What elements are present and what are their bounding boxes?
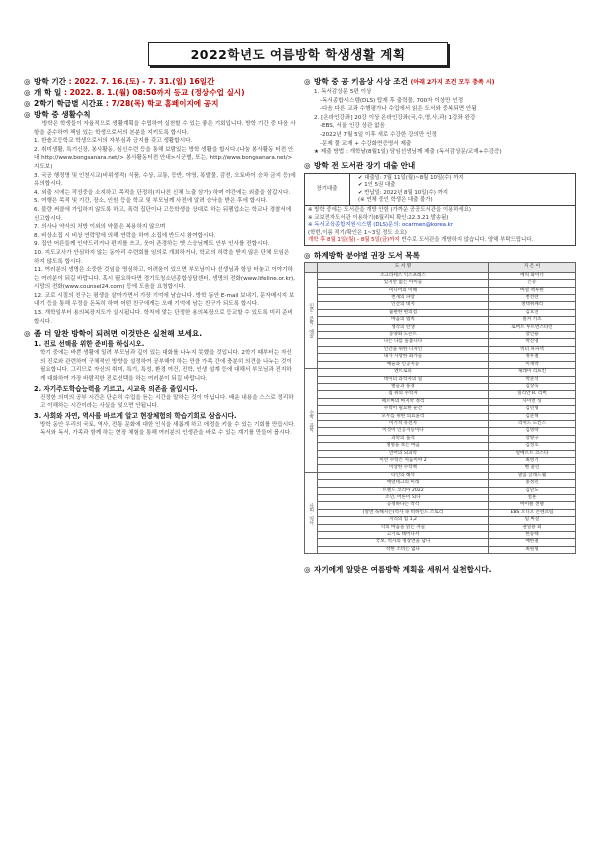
open-dates: 8월 1일(월) - 8월 5일(금)까지 [325,237,402,243]
book-row [305,302,576,309]
library-row: ✔ 1인 5권 대출 [358,182,396,189]
book-author: 벤 올린 [489,465,576,472]
book-category: 인문·문학·예술 [305,272,318,368]
condition-item: -다음 다른 교과 수행평가나 수업에서 읽은 도서와 중복되면 안됨 [320,106,477,113]
rules-list [24,137,296,326]
library-label: 장기대출 [305,173,350,206]
book-title: 국보, 역사의 명장면을 담다 [318,539,489,546]
book-title: 소크라테스 익스프레스 [318,272,489,279]
book-author: 김준혁 [489,413,576,420]
left-column [24,76,296,438]
book-row [305,524,576,531]
book-author: 김상욱 [489,383,576,390]
book-row [305,450,576,457]
book-row [305,428,576,435]
book-row [305,495,576,502]
rule-item: 2. 취미생활, 특기신장, 봉사활동, 심신수련 등을 통해 보람있는 방학 생활을 합시다.(나눔 봉사활동 터전 안내 http://www.bongsanara.net/> 봉사활동터전 안내>시군별, 또는, http://www.bongsanara.net/>지도보) [34,146,294,170]
book-author: 권일용 외 [489,524,576,531]
books-heading: ◎ 하계방학 분야별 권장 도서 목록 [304,251,420,261]
rule-item: 12. 코로 시절의 친구는 평생을 살아가면서 가장 기억에 남습니다. 방학 동안 E-mail 보내기, 문자메시지 보내기 등을 통해 우정을 돈독히 하며 어떤 친구에게는 오래 기억에 남는 친구가 되도록 합시다. [34,292,295,308]
book-row [305,413,576,420]
books-table [304,262,576,554]
book-title: 과학의 품격 [318,435,489,442]
book-title: 예술과 인공지능 [318,361,489,368]
book-author: 최원형 [489,546,576,553]
book-author: 은유 [489,280,576,287]
condition-item: -EBS, 서울 인강 상관 없음 [320,123,385,130]
book-category: 수학·과학 [305,369,318,473]
book-row [305,398,576,405]
rule-item: 3. 국공 행정명 및 인천시교(비위생적) 식품, 수상, 교통, 등반, 야영, 폭발물, 감전, 오토바이 승차 금지 등)에 유의합시다. [34,172,296,188]
book-row [305,509,576,516]
book-title: 집 위의 수학자 [318,391,489,398]
book-row [305,309,576,316]
book-title: 인간의 대지 [318,302,489,309]
book-row [305,502,576,509]
rule-item: 10. 지도교사가 안심하지 않는 동아리 수련회를 임의로 개최하거나, 학교의 허락을 받지 않은 단체 모임은 하지 않도록 합시다. [34,249,290,265]
book-row [305,280,576,287]
page-title: 2022학년도 여름방학 학생생활 계획 [148,42,448,66]
rules-intro: 방학은 학생들이 자율적으로 생활계획을 수립하여 실천할 수 있는 좋은 기회입니다. 방학 기간 중 다음 사항을 준수하여 책임 있는 학생으로서의 본분을 지키도록 합시다. [34,121,296,136]
book-row [305,443,576,450]
book-title: 악의 마음을 읽는 자들 [318,524,489,531]
rule-item: 7. 의사나 약사의 처방 이외의 약물은 복용하지 않으며 [34,224,166,231]
book-row [305,287,576,294]
book-row [305,480,576,487]
award-heading: ◎ 방학 중 공 키음상 시상 조건 (아래 2가지 조건 모두 충족 시) [304,77,495,86]
book-author: 배한철 [489,539,576,546]
book-row [305,435,576,442]
rule-item: 8. 비상소집 시 비상 연락망에 의해 연락을 하여 소집에 반드시 참여합시다. [34,232,216,239]
book-author: 김호연 [489,309,576,316]
book-author: 릴리안 R. 리버 [489,391,576,398]
book-author: 이재박 [489,361,576,368]
library-note: ※ 독서교육종합지원시스템 (DLS)문의: ocarmen@korea.kr [308,222,454,229]
tip-title: 1. 진로 선택을 위한 준비를 하십시오. [34,340,145,349]
book-title: 언어의 뇌과학 [318,450,489,457]
library-row: ✔ 반납일: 2022년 8월 10일(수) 까지 [358,189,448,196]
book-title: 모두를 위한 의료윤리 [318,413,489,420]
book-title: 지리의 힘 1,2 [318,517,489,524]
library-table [304,173,576,247]
open-pre: 개학 후 [308,237,326,243]
tip-body: 진정한 의미의 공부 시간은 단순히 수업을 듣는 시간을 말하는 것이 아닙니다. 배운 내용을 스스로 정리하고 이해하는 시간이라는 사실을 잊으면 안됩니다. [40,394,294,410]
rule-item: 1. 한솔고등학교 학생으로서의 자부심과 긍지를 갖고 생활합시다. [34,138,193,145]
book-title: 미디어의 이해 [318,287,489,294]
book-title: 에덴테크의 미래 [318,480,489,487]
book-title: 엔트로피 [318,369,489,376]
book-title: 이런 수학은 처음이야 2 [318,457,489,464]
book-author: 팀 마샬 [489,517,576,524]
book-title: 인간을 위한 디자인 [318,346,489,353]
book-title: 동양화 도슨트 [318,332,489,339]
library-heading: ◎ 방학 전 도서관 장기 대출 안내 [304,160,416,170]
book-author: 마이클 샌델 [489,502,576,509]
book-row [305,539,576,546]
book-row [305,406,576,413]
book-title: 불편한 편의점 [318,309,489,316]
book-title: 데이터 과학자의 일 [318,376,489,383]
book-author: 로버트 루트번스타인 [489,324,576,331]
book-category: 사회·역사 [305,472,318,553]
rule-item: 11. 여러분의 생명은 소중한 것임을 명심하고, 어려움이 있으면 부모님이나 선생님과 항상 터놓고 이야기하는 여러분이 되길 바랍니다. 혹시 필요하다면 경기도청소년종합상담센터, 생명의 전화(www.lifeline.or.kr), 시망의 전화(www.counsel24.com) 등에 도움을 요청합시다. [34,267,295,291]
book-author: 김명락 [489,428,576,435]
tip-body: 방학 동안 우리의 국토, 역사, 전통 문화에 대한 인식을 새롭게 하고 애정을 키울 수 있는 기회를 만듭시다. 독서와 독서, 가족과 함께 하는 현장 체험을 통해 여러분의 인생관을 바로 수 있는 계기를 만들어 봅시다. [40,421,296,437]
book-author: 말콤 글래드웰 [489,472,576,479]
library-row: ✔ 대출일: 7월 11일(월)~8월 10일(수) 까지 [358,174,464,181]
book-author: 한승태 [489,532,576,539]
rule-item: 5. 여행은 목적 및 기간, 장소, 인원 등을 학교 및 부모님께 사전에 알려 승낙을 받은 후에 합시다. [34,198,268,205]
tip-title: 3. 사회와 자연, 역사를 바르게 알고 현장체험의 학습기회로 삼읍시다. [34,411,237,420]
books-header-row [305,263,576,272]
book-title: 고기로 태어나서 [318,532,489,539]
book-author: 박준석 [489,376,576,383]
book-author: 홍정민 [489,480,576,487]
library-note: ※ 교보전자도서관 이용하기(6월리티 확인:22.3.21 발송됨) [308,214,449,221]
rule-item: 4. 외출 시에는 작성중을 소지하고 목적을 단정히(지나친 신체 노출 삼가) 하며 야간에는 외출을 삼갑시다. [34,189,291,196]
book-author: 에릭 와이너 [489,272,576,279]
book-row [305,517,576,524]
book-row [305,532,576,539]
tip-body: 학기 중에는 바쁜 생활에 밀려 부모님과 깊이 있는 대화를 나누지 못했을 것입니다. 2학기 때부터는 자신의 진로와 관련하여 구체적인 방향을 설정하여 공부해야 하는 만큼 가족 간에 충분히 의견을 나누는 것이 필요합니다. 그리므로 자신의 취미, 특기, 특성, 환경 여건, 진학, 인생 설계 등에 대해서 부모님과 진지하게 대화하여 가장 바람직한 진로선택을 하는 여러분이 되길 바랍니다. [40,350,292,383]
rule-item: 9. 집안 어른들께 인약드리거나 편지를 쓰고, 웃어 존경하는 옛 스승님께도 안부 인사를 전합시다. [34,241,270,248]
library-open-notice [308,237,572,244]
book-row [305,272,576,279]
book-title: 소년, 어른이 되다 [318,495,489,502]
rules-heading: ◎ 방학 중 생활수칙 [24,110,91,119]
book-row [305,383,576,390]
book-author: 사이먼 싱 [489,398,576,405]
book-author: 김민형 [489,406,576,413]
book-author: 생텍쥐페리 [489,302,576,309]
condition-item: -2022년 7월 5일 이후 새로 수강한 강의만 인정 [320,131,437,138]
book-author: 빅터 파파넥 [489,346,576,353]
opening-day: ◎ 개 학 일 : 2022. 8. 1.(월) 08:50까지 등교 (정상수업 실시) [24,88,245,97]
book-author: 리처드 도킨스 [489,420,576,427]
condition-item: 1. 독서감상문 5편 이상 [314,89,372,95]
books-header: 지 은 이 [489,263,576,272]
book-title: 내가 사랑한 화가들 [318,354,489,361]
book-title: 마음의 법칙 [318,317,489,324]
book-row [305,420,576,427]
library-note: (학번,이름 적기/확인은 1~3일 정도 소요) [308,229,407,236]
tips-heading: ◎ 좀 더 알찬 방학이 되려면 이것만은 실천해 보세요. [24,329,203,339]
tips-list [24,339,296,438]
award-conditions [304,88,576,148]
book-row [305,354,576,361]
book-row [305,472,576,479]
book-row [305,346,576,353]
book-title: 이상한 수학책 [318,465,489,472]
book-author: 정우철 [489,354,576,361]
book-author: EBS 오디오 콘텐츠팀 [489,509,576,516]
book-author: 김성호 [489,443,576,450]
submit-method: ★ 제출 방법 : 개학날(8월1일) 담임선생님께 제출 (독서감상문/교재+수강증) [314,149,502,156]
book-author: 박진영 [489,339,576,346]
book-row [305,376,576,383]
book-title: 별들과 풍경 [318,383,489,390]
book-row [305,295,576,302]
books-header-cat [305,263,318,272]
book-author: 천선란 [489,295,576,302]
condition-item: -독서종합시스템(DLS) 탑재 후 출력물, 700자 이상만 인정 [320,97,464,104]
book-title: 페르마의 마지막 정리 [318,398,489,405]
book-row [305,465,576,472]
library-notes [305,206,576,246]
book-author: 강양구 [489,435,576,442]
rule-item: 6. 불량 써클에 가입하지 않도록 하고, 폭력 집단이나 고등학생을 상대로 하는 뒤팸업소는 학교나 경찰서에 신고합시다. [34,206,292,222]
condition-item: -문제 풀 교재 + 수강화면증명서 제출 [320,140,412,147]
closing-message: ◎ 자기에게 알맞은 여름방학 계획을 세워서 실천합시다. [304,565,492,575]
book-row [305,546,576,553]
book-row [305,324,576,331]
book-title: 착한 소비는 없다 [318,546,489,553]
book-title: 트렌드 코리아 2022 [318,487,489,494]
book-row [305,339,576,346]
book-author: 장인용 [489,332,576,339]
library-note: ※ 방학 중에는 도서관을 개방 안함 (가까운 공공도서관을 이용하세요) [308,207,472,214]
book-author: 알베르트 코스타 [489,450,576,457]
book-row [305,317,576,324]
book-title: 있지만 없는 아이들 [318,280,489,287]
condition-item: 2. [온라인강좌] 20강 이상 온라인강좌(국,수,영,사,과) 1강좌 완강 [314,114,476,121]
book-title: (알면 독해지는)역사 속 비하인드 스토리 [318,509,489,516]
book-author: 설흔 [489,495,576,502]
library-row: (※ 연체 중인 학생은 대출 불가) [358,196,433,203]
book-title: 수학이 필요한 순간 [318,406,489,413]
book-author: 김난도 [489,487,576,494]
books-header: 도 서 명 [318,263,489,272]
book-row [305,391,576,398]
book-title: 천개의 파랑 [318,295,489,302]
book-author: 제레미 리프킨 [489,369,576,376]
book-author: 최영기 [489,457,576,464]
book-title: 생각의 탄생 [318,324,489,331]
book-title: 이것이 인공지능이다 [318,428,489,435]
book-row [305,361,576,368]
tip-title: 2. 자기주도학습능력을 기르고, 시교육 의존을 줄입시다. [34,384,198,393]
library-rows [350,173,576,206]
book-title: 타인의 해석 [318,472,489,479]
right-column [304,76,576,575]
open-post: 반수로 도서관을 개방하지 않습니다. 양해 부탁드립니다. [401,237,534,243]
rule-item: 13. 개학일부터 용의복장지도가 실시됩니다. 학칙에 맞는 단정한 용의복장으로 등교할 수 있도록 미리 준비합시다. [34,310,293,325]
book-author: 폴커 키츠 [489,317,576,324]
book-row [305,369,576,376]
book-row [305,487,576,494]
book-title: 이기적 유전자 [318,420,489,427]
book-title: 생명을 보는 마음 [318,443,489,450]
book-row [305,332,576,339]
book-title: 나는 나를 돌봅니다 [318,339,489,346]
timetable-notice: ◎ 2학기 학급별 시간표 : 7/28(목) 학교 홈페이지에 공지 [24,99,219,108]
book-author: 마셜 맥루한 [489,287,576,294]
book-row [305,457,576,464]
vacation-period: ◎ 방학 기간 : 2022. 7. 16.(토) - 7. 31.(일) 16일간 [24,77,215,86]
book-title: 공정하다는 착각 [318,502,489,509]
